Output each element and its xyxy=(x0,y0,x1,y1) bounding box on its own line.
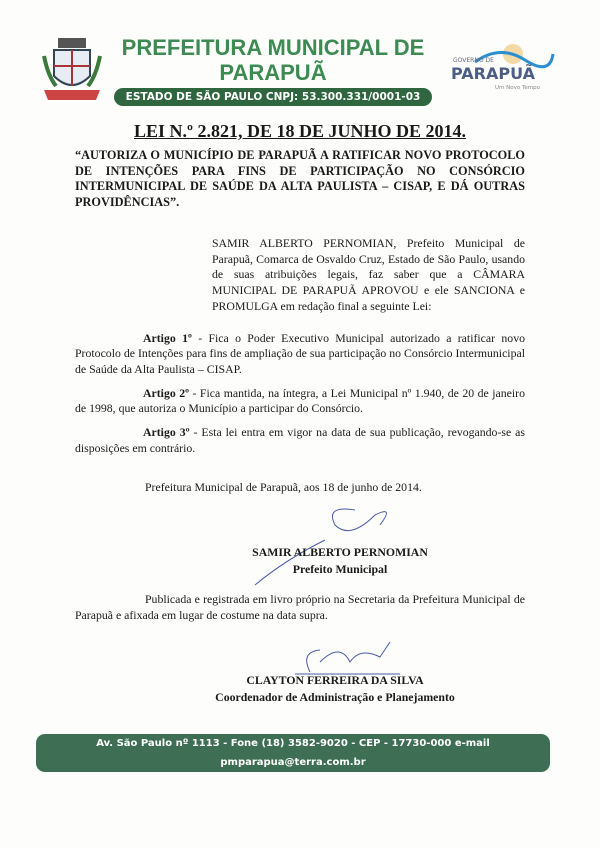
header-subtitle: ESTADO DE SÃO PAULO CNPJ: 53.300.331/0001-03 xyxy=(114,88,432,106)
signer-role: Coordenador de Administração e Planejamento xyxy=(215,689,455,704)
signer-name: CLAYTON FERREIRA DA SILVA xyxy=(246,672,424,687)
signer-role: Prefeito Municipal xyxy=(292,562,388,577)
law-summary: “AUTORIZA O MUNICÍPIO DE PARAPUÃ A RATIFICAR NOVO PROTOCOLO DE INTENÇÕES PARA FINS DE PARTICIPAÇÃO NO CONSÓRCIO INTERMUNICIPAL DE SAÚDE DA ALTA PAULISTA – CISAP, E DÁ OUTRAS PROVIDÊNCIAS”. xyxy=(75,148,525,209)
publication-note: Publicada e registrada em livro próprio na Secretaria da Prefeitura Municipal de Parapuã e afixada em lugar de costume na data supra. xyxy=(75,592,525,622)
letterhead xyxy=(0,0,600,112)
municipal-crest-logo xyxy=(40,36,104,106)
signer-name: SAMIR ALBERTO PERNOMIAN xyxy=(252,545,428,560)
government-logo: GOVERNO DE PARAPUÃ Um Novo Tempo xyxy=(445,42,555,102)
document-body xyxy=(75,112,525,706)
header-title-city: PARAPUÃ xyxy=(219,60,327,85)
date-line: Prefeitura Municipal de Parapuã, aos 18 de junho de 2014. xyxy=(145,480,422,495)
mayor-signature-block xyxy=(75,496,525,578)
article-2: Artigo 2º - Fica mantida, na íntegra, a Lei Municipal nº 1.940, de 20 de janeiro de 1998, que autoriza o Município a participar do Consórcio. xyxy=(75,385,526,416)
coordinator-signature-block xyxy=(75,624,525,706)
article-1: Artigo 1º - Fica o Poder Executivo Municipal autorizado a ratificar novo Protocolo de Intenções para fins de ampliação de sua participação no Consórcio Intermunicipal de Saúde da Alta Paulista – CISAP. xyxy=(75,330,525,376)
footer-contact: Av. São Paulo nº 1113 - Fone (18) 3582-9020 - CEP - 17730-000 e-mail pmparapua@terra.com.br xyxy=(36,734,550,772)
article-3: Artigo 3º - Esta lei entra em vigor na data de sua publicação, revogando-se as disposições em contrário. xyxy=(75,425,525,455)
preamble: SAMIR ALBERTO PERNOMIAN, Prefeito Municipal de Parapuã, Comarca de Osvaldo Cruz, Estado de São Paulo, usando de suas atribuições legais, faz saber que a CÂMARA MUNICIPAL DE PARAPUÃ APROVOU e ele SANCIONA e PROMULGA em redação final a seguinte Lei: xyxy=(212,236,525,313)
page-bottom-margin xyxy=(0,772,600,842)
law-title: LEI N.º 2.821, DE 18 DE JUNHO DE 2014. xyxy=(134,121,466,141)
header-title: PREFEITURA MUNICIPAL DE xyxy=(121,35,425,60)
